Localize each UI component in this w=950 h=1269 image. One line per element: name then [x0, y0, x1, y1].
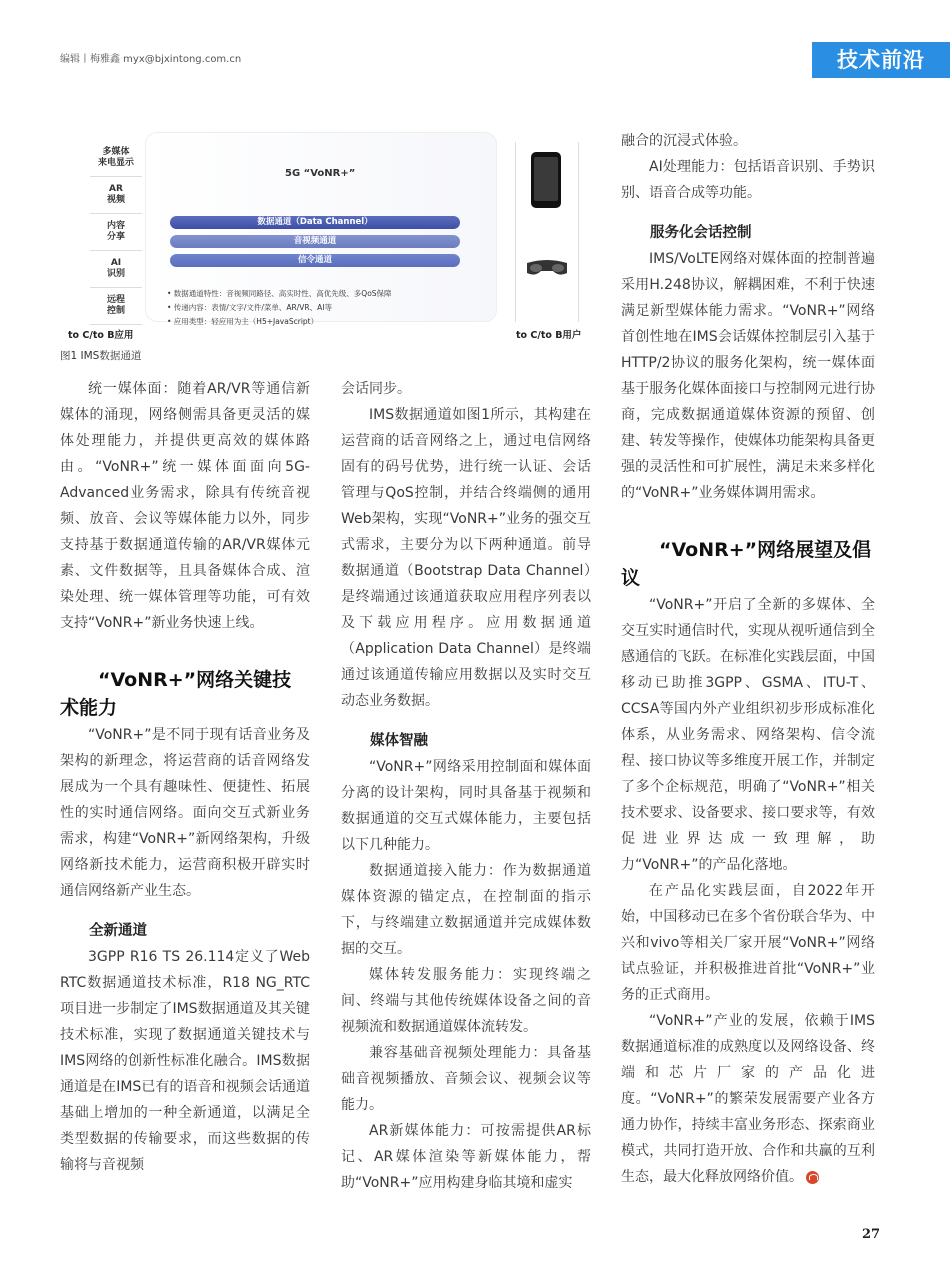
- data-channel-bar: 数据通道（Data Channel）: [170, 216, 460, 229]
- paragraph: 数据通道接入能力：作为数据通道媒体资源的锚定点，在控制面的指示下，与终端建立数据通道并完成媒体数据的交互。: [341, 863, 591, 957]
- paragraph: 兼容基础音视频处理能力：具备基础音视频播放、音频会议、视频会议等能力。: [341, 1045, 591, 1113]
- figure-bullet: • 应用类型：轻应用为主（H5+JavaScript）: [167, 317, 319, 326]
- paragraph: 媒体转发服务能力：实现终端之间、终端与其他传统媒体设备之间的音视频流和数据通道媒体流转发。: [341, 967, 591, 1035]
- paragraph-text: “VoNR+”产业的发展，依赖于IMS数据通道标准的成熟度以及网络设备、终端和芯片厂家的产品化进度。“VoNR+”的繁荣发展需要产业各方通力协作，持续丰富业务形态、探索商业模式，共同打造开放、合作和共赢的互利生态，最大化释放网络价值。: [621, 1013, 875, 1185]
- section-heading: “VoNR+”网络关键技术能力: [60, 669, 292, 719]
- paragraph: AR新媒体能力：可按需提供AR标记、AR媒体渲染等新媒体能力，帮助“VoNR+”应用构建身临其境和虚实: [341, 1123, 591, 1191]
- paragraph: IMS/VoLTE网络对媒体面的控制普遍采用H.248协议，解耦困难，不利于快速满足新型媒体能力需求。“VoNR+”网络首创性地在IMS会话媒体控制层引入基于HTTP/2协议的服务化架构，统一媒体面基于服务化媒体面接口与控制网元进行协商，完成数据通道媒体资源的预留、创建、转发等操作，使媒体功能架构具备更强的灵活性和可扩展性，满足未来多样化的“VoNR+”业务媒体调用需求。: [621, 251, 875, 501]
- figure-title: 5G “VoNR+”: [285, 168, 356, 179]
- editor-credit: 编辑丨梅雅鑫 myx@bjxintong.com.cn: [60, 54, 242, 65]
- subsection-heading: 服务化会话控制: [650, 225, 752, 241]
- paragraph: 3GPP R16 TS 26.114定义了Web RTC数据通道技术标准，R18 NG_RTC项目进一步制定了IMS数据通道及其关键技术标准，实现了数据通道关键技术与IMS网络的创新性标准化融合。IMS数据通道是在IMS已有的语音和视频会话通道基础上增加的一种全新通道，以满足全类型数据的传输要求，而这些数据的传输将与音视频: [60, 949, 310, 1173]
- side-label: 内容 分享: [90, 214, 142, 251]
- paragraph: “VoNR+”开启了全新的多媒体、全交互实时通信时代，实现从视听通信到全感通信的飞跃。在标准化实践层面，中国移动已助推3GPP、GSMA、ITU-T、CCSA等国内外产业组织初步形成标准化体系，从业务需求、网络架构、信令流程、接口协议等多维度开展工作，并制定了多个企标规范，明确了“VoNR+”相关技术要求、设备要求、接口要求等，有效促进业界达成一致理解，助力“VoNR+”的产品化落地。: [621, 597, 875, 873]
- figure-side-labels: [90, 140, 142, 325]
- figure-caption: 图1 IMS数据通道: [60, 350, 142, 362]
- paragraph: 统一媒体面：随着AR/VR等通信新媒体的涌现，网络侧需具备更灵活的媒体处理能力，并提供更高效的媒体路由。“VoNR+”统一媒体面面向5G-Advanced业务需求，除具有传统音视频、放音、会议等媒体能力以外，同步支持基于数据通道传输的AR/VR媒体元素、文件数据等，且具备媒体合成、渲染处理、统一媒体管理等功能，可有效支持“VoNR+”新业务快速上线。: [60, 381, 310, 631]
- vr-glasses-icon: [523, 257, 571, 279]
- phone-icon: [531, 152, 561, 208]
- signaling-channel-bar: 信令通道: [170, 254, 460, 267]
- figure-right-footer: to C/to B用户: [516, 330, 582, 341]
- figure-bullet: • 传递内容：表情/文字/文件/菜单、AR/VR、AI等: [167, 303, 332, 312]
- side-label: 多媒体 来电显示: [90, 140, 142, 177]
- paragraph: 融合的沉浸式体验。: [621, 133, 747, 149]
- column-3: [621, 128, 875, 1190]
- end-mark-icon: [806, 1171, 819, 1184]
- paragraph: [621, 1008, 875, 1190]
- side-label: 远程 控制: [90, 288, 142, 325]
- av-channel-bar: 音视频通道: [170, 235, 460, 248]
- side-label: AR 视频: [90, 177, 142, 214]
- figure-bullets: [167, 287, 392, 329]
- section-heading: “VoNR+”网络展望及倡议: [621, 539, 872, 589]
- subsection-heading: 全新通道: [89, 923, 147, 939]
- figure-left-footer: to C/to B应用: [68, 330, 134, 341]
- section-badge: 技术前沿: [812, 42, 950, 78]
- paragraph: 在产品化实践层面，自2022年开始，中国移动已在多个省份联合华为、中兴和vivo等相关厂家开展“VoNR+”网络试点验证，并积极推进首批“VoNR+”业务的正式商用。: [621, 883, 875, 1003]
- side-label: AI 识别: [90, 251, 142, 288]
- paragraph: “VoNR+”网络采用控制面和媒体面分离的设计架构，同时具备基于视频和数据通道的交互式媒体能力，主要包括以下几种能力。: [341, 759, 591, 853]
- column-1: [60, 376, 310, 1178]
- page-number: 27: [862, 1227, 881, 1242]
- column-2: [341, 376, 591, 1196]
- paragraph: IMS数据通道如图1所示，其构建在运营商的话音网络之上，通过电信网络固有的码号优势，进行统一认证、会话管理与QoS控制，并结合终端侧的通用Web架构，实现“VoNR+”业务的强交互式需求，主要分为以下两种通道。前导数据通道（Bootstrap Data Channel）是终端通过该通道获取应用程序列表以及下载应用程序。应用数据通道（Application Data Channel）是终端通过该通道传输应用数据以及实时交互动态业务数据。: [341, 407, 591, 709]
- subsection-heading: 媒体智融: [370, 733, 428, 749]
- paragraph: AI处理能力：包括语音识别、手势识别、语音合成等功能。: [621, 159, 875, 201]
- paragraph: “VoNR+”是不同于现有话音业务及架构的新理念，将运营商的话音网络发展成为一个具有趣味性、便捷性、拓展性的实时通信网络。面向交互式新业务需求，构建“VoNR+”新网络架构，升级网络新技术能力，运营商积极开辟实时通信网络新产业生态。: [60, 727, 310, 899]
- figure-bullet: • 数据通道特性：音视频同路径、高实时性、高优先级、多QoS保障: [167, 289, 392, 298]
- figure-ims-data-channel: [60, 132, 590, 342]
- paragraph: 会话同步。: [341, 381, 411, 397]
